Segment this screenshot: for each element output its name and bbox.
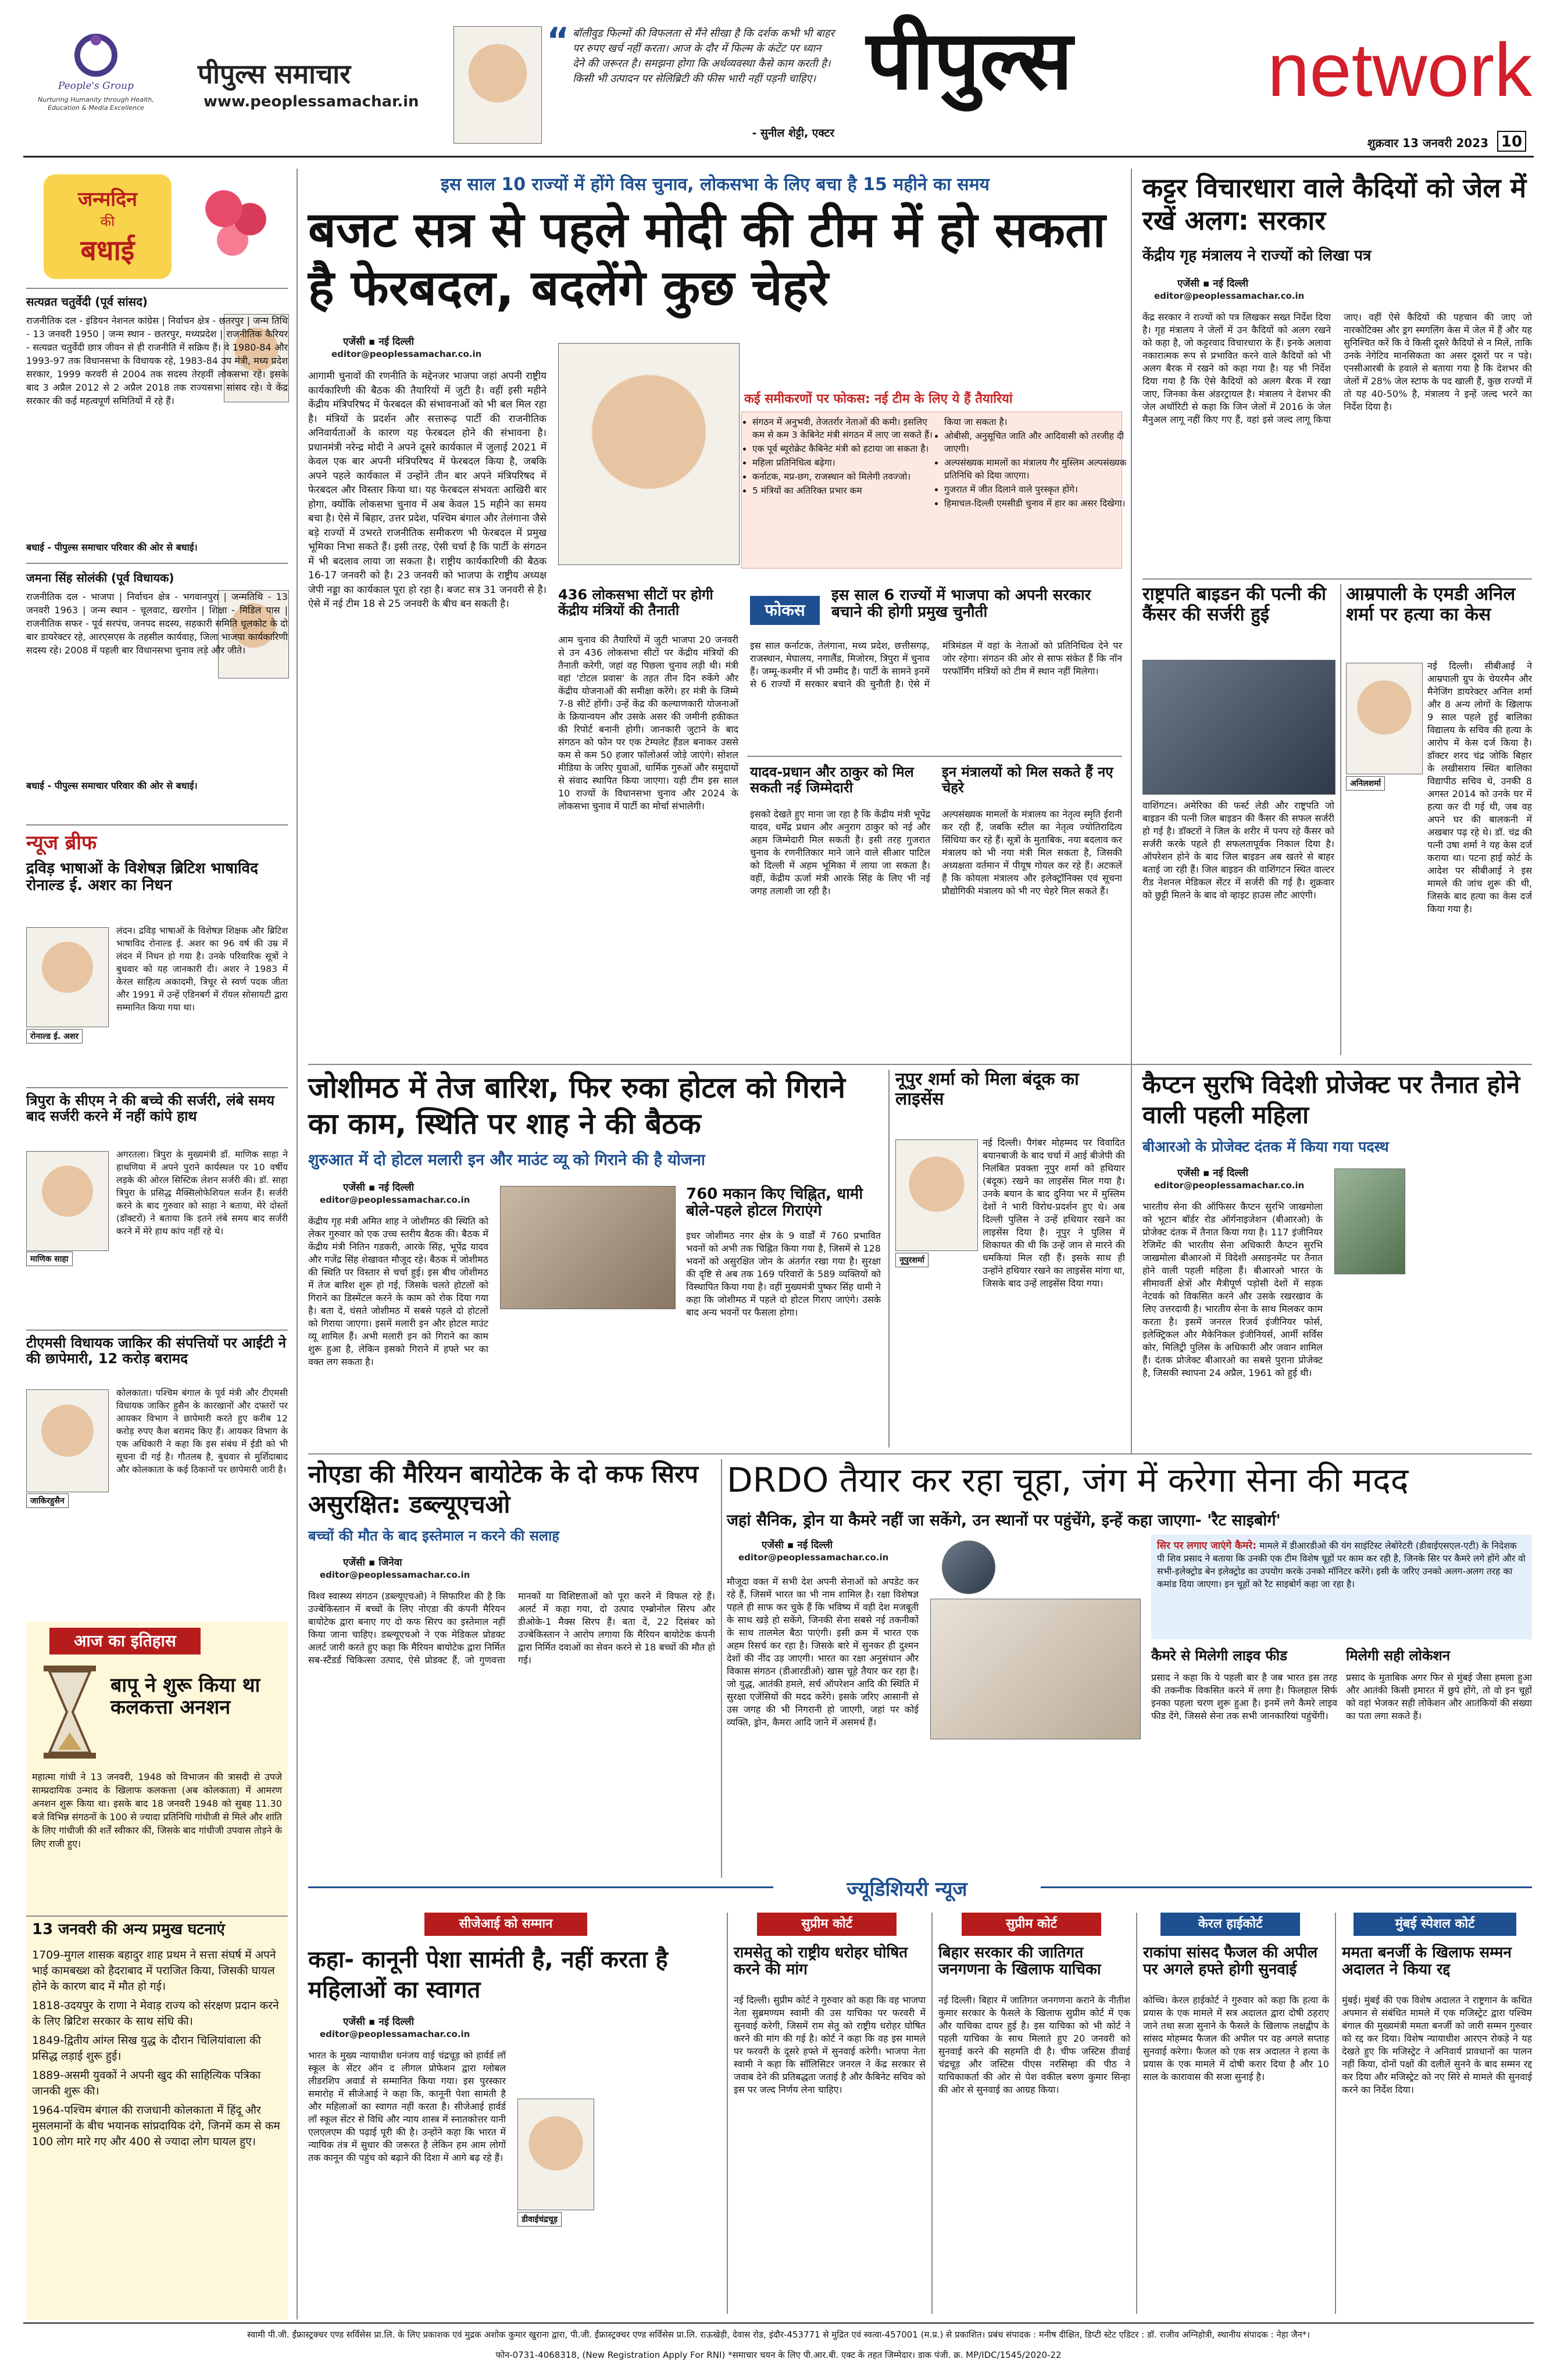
website-url[interactable]: www.peoplessamachar.in: [203, 93, 419, 110]
cji-headline: कहा- कानूनी पेशा सामंती है, नहीं करता है महिलाओं का स्वागत: [308, 1946, 668, 2003]
birthday-person1-body: राजनीतिक दल - इंडियन नेशनल कांग्रेस | निर्वाचन क्षेत्र - छतरपुर | जन्म तिथि - 13 जनवरी 1950 | जन्म स्थान - छतरपुर, मध्यप्रदेश | राजनीतिक कैरियर - सत्यव्रत चतुर्वेदी छात्र जीवन से ही राजनीति में सक्रिय हैं। वे 1980-84 और 1993-97 तक विधानसभा के विधायक रहे, 1983-84 उप मंत्री, मध्य प्रदेश सरकार, 1999 करवरी से 2004 तक सदस्य तेरहवीं लोकसभा रहे। इसके बाद 3 अप्रैल 2012 से 2 अप्रैल 2018 तक राज्यसभा सांसद रहे। वे केंद्र सरकार की कई महत्वपूर्ण समितियों में रहे हैं।: [26, 315, 288, 406]
rat-hand-photo: [930, 1599, 1141, 1739]
factor-item: • कर्नाटक, मप्र-छग, राजस्थान को मिलेगी तवज्जो।: [752, 470, 938, 483]
lead-sub2-headline: यादव-प्रधान और ठाकुर को मिल सकती नई जिम्मेदारी: [750, 764, 914, 796]
brief2-caption: माणिक साहा: [26, 1252, 73, 1266]
biden-photo: [1142, 660, 1335, 795]
judiciary-kerala: [1143, 1913, 1329, 2314]
brief3-headline: टीएमसी विधायक जाकिर की संपत्तियों पर आईटी ने की छापेमारी, 12 करोड़ बरामद: [26, 1335, 287, 1367]
factor-item: • महिला प्रतिनिधित्व बढ़ेगा।: [752, 456, 938, 469]
biden-headline: राष्ट्रपति बाइडन की पत्नी की कैंसर की सर्जरी हुई: [1142, 584, 1327, 625]
factor-item: • अल्पसंख्यक मामलों का मंत्रालय गैर मुस्लिम अल्पसंख्यक प्रतिनिधि को दिया जाएगा।: [944, 456, 1130, 482]
history-events-headline: 13 जनवरी की अन्य प्रमुख घटनाएं: [32, 1921, 225, 1938]
prisoners-byline: एजेंसी ▪ नई दिल्ली: [1177, 278, 1248, 290]
judiciary-sc1: [734, 1913, 926, 2314]
quote-author-photo: [453, 26, 542, 144]
judiciary-sc2: [938, 1913, 1130, 2314]
network-prefix: पीपुल्स: [866, 13, 1073, 108]
focus-body: इस साल कर्नाटक, तेलंगाना, मध्य प्रदेश, छत्तीसगढ़, राजस्थान, मेघालय, नगालैंड, मिजोरम, त्रिपुरा में चुनाव हैं। जम्मू-कश्मीर में भी उम्मीद है। पार्टी के सामने इनमें से 6 राज्यों में सरकार बचाने की चुनौती है। ऐसे में मंत्रिमंडल में वहां के नेताओं को प्रतिनिधित्व देने पर जोर रहेगा। संगठन की ओर से साफ संकेत हैं कि नॉन परफॉर्मिंग मंत्रियों को टीम में स्थान नहीं मिलेगा।: [750, 640, 1122, 689]
focus-tag: फोकस: [750, 596, 820, 625]
history-event: 1709-मुगल शासक बहादुर शाह प्रथम ने सत्ता संघर्ष में अपने भाई कामबख्श को हैदराबाद में पराजित किया, जिसकी घायल होने के कारण बाद में मौत हो गई।: [32, 1949, 276, 1993]
joshimath-byline: एजेंसी ▪ नई दिल्ली: [343, 1182, 414, 1193]
network-suffix: network: [1267, 27, 1533, 112]
cji-tag: सीजेआई को सम्मान: [424, 1913, 587, 1936]
captain-body: भारतीय सेना की ऑफिसर कैप्टन सुरभि जाखमोला को भूटान बॉर्डर रोड ऑर्गनाइजेशन (बीआरओ) के प्रोजेक्ट दंतक में तैनात किया गया है। 117 इंजीनियर रेजिमेंट की भारतीय सेना अधिकारी कैप्टन सुरभि जाखमोला बीआरओ में विदेशी असाइनमेंट पर तैनात होने वाली पहली महिला हैं। बीआरओ भारत के सीमावर्ती क्षेत्रों और मैत्रीपूर्ण पड़ोसी देशों में सड़क नेटवर्क को विकसित करने और उसके रखरखाव के लिए उत्तरदायी है। भारतीय सेना के साथ मिलकर काम करता है। इसमें जनरल रिजर्व इंजीनियर फोर्स, इलेक्ट्रिकल और मैकेनिकल इंजीनियर्स, आर्मी सर्विस कोर, मिलिट्री पुलिस के अधिकारी और जवान शामिल हैं। दंतक प्रोजेक्ट बीआरओ का सबसे पुराना प्रोजेक्ट है, जिसकी स्थापना 24 अप्रैल, 1961 को हुई थी।: [1142, 1201, 1323, 1378]
history-event: 1889-असमी युवकों ने अपनी खुद की साहित्यिक पत्रिका जानकी शुरू की।: [32, 2069, 261, 2097]
brief2-headline: त्रिपुरा के सीएम ने की बच्चे की सर्जरी, लंबे समय बाद सर्जरी करने में नहीं कांपे हाथ: [26, 1092, 275, 1124]
history-event: 1964-पश्चिम बंगाल की राजधानी कोलकाता में हिंदू और मुसलमानों के बीच भयानक सांप्रदायिक दंगे, जिनमें कम से कम 100 लोग मारे गए और 400 से ज्यादा लोग घायल हुए।: [32, 2104, 280, 2148]
factor-item: • 5 मंत्रियों का अतिरिक्त प्रभार कम: [752, 484, 938, 497]
quote-text: बॉलीवुड फिल्मों की विफलता से मैंने सीखा है कि दर्शक कभी भी बाहर पर रुपए खर्च नहीं करता। आज के दौर में फिल्म के कंटेंट पर ध्यान देने की जरूरत है। समझना होगा कि अर्थव्यवस्था कैसे काम करती है। किसी भी उत्पादन पर सेलिब्रिटी की फीस भारी नहीं पड़नी चाहिए।: [573, 27, 834, 85]
sc2-headline: बिहार सरकार की जातिगत जनगणना के खिलाफ याचिका: [938, 1944, 1101, 1979]
captain-email[interactable]: editor@peoplessamachar.co.in: [1154, 1180, 1305, 1191]
cji-body-cont: [599, 2049, 721, 2305]
drdo-headline: DRDO तैयार कर रहा चूहा, जंग में करेगा सेना की मदद: [727, 1460, 1409, 1500]
birthday-banner: [44, 174, 172, 279]
page-number: 10: [1497, 131, 1526, 152]
noida-sub: बच्चों की मौत के बाद इस्तेमाल न करने की सलाह: [308, 1528, 560, 1544]
captain-headline: कैप्टन सुरभि विदेशी प्रोजेक्ट पर तैनात होने वाली पहली महिला: [1142, 1070, 1520, 1129]
cji-byline: एजेंसी ▪ नई दिल्ली: [343, 2016, 414, 2028]
history-section: [26, 1622, 288, 2320]
lead-sub3-body: अल्पसंख्यक मामलों के मंत्रालय का नेतृत्व स्मृति ईरानी कर रही हैं, जबकि स्टील का नेतृत्व ज्योतिरादित्य सिंधिया कर रहे हैं। सूत्रों के मुताबिक, नया बदलाव कर मंत्रालय को भी नया मंत्री मिल सकता है, जिसकी अध्यक्षता वर्तमान में पीयूष गोयल कर रहे हैं। अटकलें हैं कि कोयला मंत्रालय और इलेक्ट्रॉनिक्स एवं सूचना प्रौद्योगिकी मंत्रालय को भी नए चेहरे मिल सकते हैं।: [942, 809, 1122, 896]
factors-box: [741, 412, 1127, 569]
captain-story: [1142, 1070, 1532, 1448]
lead-kicker: इस साल 10 राज्यों में होंगे विस चुनाव, लोकसभा के लिए बचा है 15 महीने का समय: [441, 174, 990, 195]
joshimath-story: [308, 1070, 881, 1448]
judiciary-cji: [308, 1913, 721, 2314]
joshimath-sub2-headline: 760 मकान किए चिह्नित, धामी बोले-पहले होटल गिराएंगे: [686, 1185, 863, 1220]
quote-mark-icon: “: [547, 20, 570, 61]
brief2-photo: [26, 1151, 109, 1251]
group-name: People's Group: [58, 80, 134, 92]
history-event: 1849-द्वितीय आंग्ल सिख युद्ध के दौरान चिलियांवाला की प्रसिद्ध लड़ाई शुरू हुई।: [32, 2034, 261, 2063]
history-headline: बापू ने शुरू किया था कलकत्ता अनशन: [110, 1674, 260, 1720]
nupur-body: नई दिल्ली। पैगंबर मोहम्मद पर विवादित बयानबाजी के बाद चर्चा में आई बीजेपी की निलंबित प्रवक्ता नूपुर शर्मा को हथियार (बंदूक) रखने का लाइसेंस मिल गया है। उनके बयान के बाद दुनिया भर में मुस्लिम देशों ने भारी विरोध-प्रदर्शन हुए थे। अब दिल्ली पुलिस ने उन्हें हथियार रखने का लाइसेंस दिया है। नूपुर ने पुलिस में शिकायत की थी कि उन्हें जान से मारने की धमकियां मिल रही हैं। इसके साथ ही उन्होंने हथियार रखने का लाइसेंस मांगा था, जिसके बाद उन्हें लाइसेंस दिया गया।: [983, 1137, 1125, 1289]
joshimath-email[interactable]: editor@peoplessamachar.co.in: [320, 1195, 470, 1205]
factor-item: • गुजरात में जीत दिलाने वाले पुरस्कृत होंगे।: [944, 483, 1130, 496]
birthday-person2-wish: बधाई - पीपुल्स समाचार परिवार की ओर से बधाई।: [26, 780, 198, 791]
prisoners-story: [1142, 171, 1532, 578]
captain-sub: बीआरओ के प्रोजेक्ट दंतक में किया गया पदस्थ: [1142, 1138, 1389, 1155]
factor-item: • एक पूर्व ब्यूरोक्रेट कैबिनेट मंत्री को हटाया जा सकता है।: [752, 442, 938, 455]
captain-byline: एजेंसी ▪ नई दिल्ली: [1177, 1167, 1248, 1179]
brief2-body: अगरतला। त्रिपुरा के मुख्यमंत्री डॉ. माणिक साहा ने हाथणिया में अपने पुराने कार्यस्थल पर 10 वर्षीय लड़के की ओरल सिस्टिक लेशन सर्जरी की। डॉ. साहा त्रिपुरा के प्रसिद्ध मैक्सिलोफेशियल सर्जन हैं। सर्जरी करने के बाद गुरुवार को साहा ने बताया, मेरे दोस्तों (डॉक्टरों) ने बताया कि इतने लंबे समय बाद सर्जरी करने में मेरे हाथ कांप नहीं रहे थे।: [116, 1149, 288, 1237]
brief3-photo: [26, 1389, 109, 1492]
factors-right-list: [934, 416, 1130, 511]
birthday-banner-bottom: बधाई: [80, 234, 135, 267]
joshimath-body-cont: [500, 1314, 674, 1442]
noida-email[interactable]: editor@peoplessamachar.co.in: [320, 1570, 470, 1580]
flower-icon: [189, 177, 276, 282]
joshimath-headline: जोशीमठ में तेज बारिश, फिर रुका होटल को गिराने का काम, स्थिति पर शाह ने की बैठक: [308, 1071, 846, 1141]
amrapali-body: नई दिल्ली। सीबीआई ने आम्रपाली ग्रुप के चेयरमैन और मैनेजिंग डायरेक्टर अनिल शर्मा और 8 अन्य लोगों के खिलाफ 9 साल पहले हुई बालिका विद्यालय के सचिव की हत्या के आरोप में केस दर्ज किया है। डॉक्टर शरद चंद्र जोकि बिहार के लखीसराय स्थित बालिका विद्यापीठ सचिव थे, उनकी 8 अगस्त 2014 को उनके घर में हत्या कर दी गई थी, जब वह अपने घर की बालकनी में अखबार पढ़ रहे थे। डॉ. चंद्र की पत्नी उषा शर्मा ने यह केस दर्ज कराया था। पटना हाई कोर्ट के आदेश पर सीबीआई ने इस मामले की जांच शुरू की थी, जिसके बाद हत्या का केस दर्ज किया गया है।: [1427, 660, 1532, 914]
captain-photo: [1334, 1168, 1405, 1274]
joshimath-body: केंद्रीय गृह मंत्री अमित शाह ने जोशीमठ की स्थिति को लेकर गुरुवार को एक उच्च स्तरीय बैठक की। बैठक में केंद्रीय मंत्री नितिन गडकरी, आरके सिंह, भूपेंद्र यादव और गजेंद्र सिंह शेखावत मौजूद रहे। बैठक में जोशीमठ की स्थिति पर विस्तार से चर्चा हुई। इस बीच जोशीमठ में तेज बारिश शुरू हो गई, जिसके चलते होटलों को गिराने का डिस्मेंटल करने के काम को रोक दिया गया है। बता दें, धंसते जोशीमठ में सबसे पहले दो होटलों को गिराया जाएगा। इसमें मलारी इन और होटल माउंट व्यू शामिल हैं। अभी मलारी इन को गिराने का काम शुरू हुआ है, लेकिन इसको गिराने में हफ्ते भर का वक्त लग सकता है।: [308, 1216, 488, 1367]
drdo-box2-body: प्रसाद ने कहा कि ये पहली बार है जब भारत इस तरह की तकनीक विकसित करने में लगा है। फिलहाल सिर्फ इनका पहला चरण शुरू हुआ है। इनमें लगे कैमरे लाइव फीड देंगे, जिससे सेना तक सभी जानकारियां पहुंचेंगी।: [1151, 1672, 1337, 1721]
lead-email[interactable]: editor@peoplessamachar.co.in: [331, 349, 482, 359]
judiciary-banner: ज्यूडिशियरी न्यूज: [773, 1875, 1041, 1904]
drdo-sub: जहां सैनिक, ड्रोन या कैमरे नहीं जा सकेंगे, उन स्थानों पर पहुंचेंगे, इन्हें कहा जाएगा- 'रैट साइबोर्ग': [727, 1511, 1281, 1530]
nupur-story: [895, 1070, 1125, 1448]
birthday-section: [26, 169, 288, 820]
factors-title: कई समीकरणों पर फोकस: नई टीम के लिए ये हैं तैयारियां: [744, 392, 1013, 406]
prisoners-email[interactable]: editor@peoplessamachar.co.in: [1154, 291, 1305, 301]
paper-name: पीपुल्स समाचार: [198, 58, 351, 90]
sc2-body: नई दिल्ली। बिहार में जातिगत जनगणना कराने के नीतीश कुमार सरकार के फैसले के खिलाफ सुप्रीम कोर्ट में एक और याचिका दायर हुई है। इस याचिका को भी कोर्ट ने पहली याचिका के साथ मिलाते हुए 20 जनवरी को सुनवाई करने की सहमति दी है। चीफ जस्टिस डीवाई चंद्रचूड़ और जस्टिस पीएस नरसिम्हा की पीठ ने याचिकाकर्ता की ओर से पेश वकील बरुण कुमार सिन्हा की ओर से सुनवाई का आग्रह किया।: [938, 1995, 1130, 2095]
lead-headline: बजट सत्र से पहले मोदी की टीम में हो सकता है फेरबदल, बदलेंगे कुछ चेहरे: [308, 201, 1106, 316]
drdo-logo-photo: [942, 1541, 995, 1594]
brief3-body: कोलकाता। पश्चिम बंगाल के पूर्व मंत्री और टीएमसी विधायक जाकिर हुसैन के कारखानों और दफ्तरों पर आयकर विभाग ने छापेमारी करते हुए करीब 12 करोड़ रुपए कैश बरामद किए हैं। आयकर विभाग के एक अधिकारी ने कहा कि इस संबंध में ईडी को भी सूचना दी गई है। गौतलब है, बुधवार से मुर्शिदाबाद और कोलकाता के कई ठिकानों पर छापेमारी जारी है।: [116, 1388, 288, 1475]
prisoners-headline: कट्टर विचारधारा वाले कैदियों को जेल में रखें अलग: सरकार: [1142, 172, 1527, 236]
brief1-body: लंदन। द्रविड़ भाषाओं के विशेषज्ञ शिक्षक और ब्रिटिश भाषाविद रोनाल्ड ई. अशर का 96 वर्ष की उम्र में लंदन में निधन हो गया है। उनके परिवारिक सूत्रों ने बुधवार को यह जानकारी दी। अशर ने 1983 में केरल साहित्य अकादमी, त्रिचूर से स्वर्ण पदक जीता और 1991 में उन्हें एडिनबर्ग में रॉयल सोसायटी द्वारा सम्मानित किया गया था।: [116, 925, 288, 1013]
cji-email[interactable]: editor@peoplessamachar.co.in: [320, 2029, 470, 2039]
news-brief-section: [26, 828, 288, 1602]
drdo-byline: एजेंसी ▪ नई दिल्ली: [762, 1539, 833, 1551]
joshimath-sub: शुरुआत में दो होटल मलारी इन और माउंट व्यू को गिराने की है योजना: [308, 1151, 705, 1169]
birthday-person1-name: सत्यव्रत चतुर्वेदी (पूर्व सांसद): [26, 295, 148, 309]
kerala-body: कोच्चि। केरल हाईकोर्ट ने गुरुवार को कहा कि हत्या के प्रयास के एक मामले में सत्र अदालत द्वारा दोषी ठहराए जाने तथा सजा सुनाने के फैसले के खिलाफ लक्षद्वीप के सांसद मोहम्मद फैजल की अपील पर वह अगले सप्ताह सुनवाई करेगा। फैजल को एक सत्र अदालत ने हत्या के प्रयास के एक मामले में दोषी करार दिया है और 10 साल के कारावास की सजा सुनाई है।: [1143, 1995, 1329, 2082]
history-events-list: [32, 1947, 282, 2150]
judiciary-mumbai: [1342, 1913, 1532, 2314]
history-title: आज का इतिहास: [49, 1628, 201, 1654]
lead-byline: एजेंसी ▪ नई दिल्ली: [343, 336, 414, 348]
drdo-body: मौजूदा वक्त में सभी देश अपनी सेनाओं को अपडेट कर रहे हैं, जिसमें भारत का भी नाम शामिल है। रक्षा विशेषज्ञ पहले ही साफ कर चुके हैं कि भविष्य में वही देश मजबूती के साथ खड़े हो सकेंगे, जिनकी सेना सबसे नई तकनीकों के साथ तालमेल बैठा पाएंगी। इसी क्रम में भारत एक अहम रिसर्च कर रहा है। जिसके बारे में सुनकर ही दुश्मन देशों की नींद उड़ जाएगी। भारत का रक्षा अनुसंधान और विकास संगठन (डीआरडीओ) खास चूहे तैयार कर रहा है। जो युद्ध, आतंकी हमले, सर्च ऑपरेशन आदि की स्थिति में सुरक्षा एजेंसियों की मदद करेंगे। इसके जरिए आसानी से उस जगह की भी निगरानी हो जाएगी, जहां पर कोई व्यक्ति, ड्रोन, कैमरा आदि जाने में असमर्थ हैं।: [727, 1576, 919, 1728]
factors-left-list: [742, 416, 938, 498]
biden-story: [1142, 584, 1334, 1061]
lead-sub1-body: आम चुनाव की तैयारियों में जुटी भाजपा 20 जनवरी से उन 436 लोकसभा सीटों पर केंद्रीय मंत्रियों की तैनाती करेगी, जहां वह पिछला चुनाव लड़ी थी। मंत्री वहां 'टोटल प्रवास' के तहत तीन दिन रुकेंगे और केंद्रीय योजनाओं की समीक्षा करेंगे। हर मंत्री के जिम्मे 7-8 सीटें होंगी। उन्हें केंद्र की कल्याणकारी योजनाओं के क्रियान्वयन और उसके असर की जमीनी हकीकत की रिपोर्ट बनानी होगी। जानकारी जुटाने के बाद संगठन को फोन पर एक टेम्पलेट हैंडल बनाकर उससे कम से कम 50 हजार फॉलोअर्स जोड़े जाएंगे। सोशल मीडिया के जरिए युवाओं, धार्मिक गुरुओं और समुदायों से संवाद स्थापित किया जाएगा। यही टीम इस साल 10 राज्यों के विधानसभा चुनाव और 2024 के लोकसभा चुनाव में पार्टी का मोर्चा संभालेगी।: [558, 634, 738, 812]
sc2-tag: सुप्रीम कोर्ट: [962, 1913, 1101, 1936]
modi-photo: [558, 343, 740, 565]
lead-story: [308, 169, 1127, 1064]
factor-item: किया जा सकता है।: [944, 417, 1008, 427]
footer-imprint: स्वामी पी.जी. ईंफ्रास्ट्रक्चर एण्ड सर्विसेस प्रा.लि. के लिए प्रकाशक एवं मुद्रक अशोक कुमार खुराना द्वारा, पी.जी. ईंफ्रास्ट्रक्चर एण्ड सर्विसेस प्रा.लि. राऊखेड़ी, देवास रोड, इंदौर-453771 से मुद्रित एवं स्वत्वा-457001 (म.प्र.) से प्रकाशित। प्रबंध संपादक : मनीष दीक्षित, डिप्टी स्टेट एडिटर : डॉ. राजीव अग्निहोत्री, स्थानीय संपादक : नेहा जैन*।: [247, 2329, 1310, 2340]
birthday-person1-wish: बधाई - पीपुल्स समाचार परिवार की ओर से बधाई।: [26, 542, 198, 553]
peoples-group-logo: [70, 32, 122, 78]
cji-caption: डीवाईचंद्रचूड़: [517, 2212, 562, 2227]
group-tagline: Nurturing Humanity through Health, Education & Media Excellence: [38, 96, 154, 112]
brief1-photo: [26, 927, 109, 1027]
mumbai-tag: मुंबई स्पेशल कोर्ट: [1354, 1913, 1516, 1936]
factor-item: • हिमाचल-दिल्ली एमसीडी चुनाव में हार का असर दिखेगा।: [944, 497, 1130, 510]
factor-item: • ओबीसी, अनुसूचित जाति और आदिवासी को तरजीह दी जाएगी।: [944, 430, 1130, 455]
joshimath-sub2-body: इधर जोशीमठ नगर क्षेत्र के 9 वार्डों में 760 प्रभावित भवनों को अभी तक चिह्नित किया गया है, जिसमें से 128 भवनों को असुरक्षित जोन के अंतर्गत रखा गया है। सुरक्षा की दृष्टि से अब तक 169 परिवारों के 589 व्यक्तियों को विस्थापित किया गया है। वहीं मुख्यमंत्री पुष्कर सिंह धामी ने कहा कि जोशीमठ में पहले दो होटल गिराए जाएंगे। उसके बाद अन्य भवनों पर फैसला होगा।: [686, 1230, 881, 1318]
drdo-box1: [1151, 1535, 1532, 1639]
drdo-box1-body: मामले में डीआरडीओ की यंग साइंटिस्ट लेबोरेटरी (डीवाईएसएल-एटी) के निदेशक पी शिव प्रसाद ने बताया कि उनकी एक टीम विशेष चूहों पर काम कर रही है, जिनके सिर पर कैमरे लगे होंगे और वो सभी-इलेक्ट्रोड बेन इलेक्ट्रोड का उपयोग करके उनको मॉनिटर करेंगे। इसी के जरिए उनको अलग-अलग तरह का कमांड दिया जाएगा। इन चूहों को रैट साइबोर्ग कहा जा रहा है।: [1157, 1541, 1526, 1589]
drdo-email[interactable]: editor@peoplessamachar.co.in: [738, 1552, 889, 1563]
cji-photo: [517, 2099, 594, 2210]
birthday-banner-top: जन्मदिन: [77, 188, 138, 211]
amrapali-story: [1346, 584, 1532, 1061]
lead-body: आगामी चुनावों की रणनीति के मद्देनजर भाजपा जहां अपनी राष्ट्रीय कार्यकारिणी की बैठक की तैयारियों में जुटी है। वहीं इसी महीने केंद्रीय मंत्रिपरिषद में फेरबदल की संभावनाओं को भी बल मिल रहा है। मंत्रियों के प्रदर्शन और सत्तारूढ़ पार्टी की राजनीतिक अनिवार्यताओं के कारण यह फेरबदल होने की संभावना है। प्रधानमंत्री नरेन्द्र मोदी ने अपने दूसरे कार्यकाल में जुलाई 2021 में केवल एक बार अपनी मंत्रिपरिषद में फेरबदल किया है, जबकि अपने पहले कार्यकाल में उन्होंने तीन बार अपने मंत्रिपरिषद में फेरबदल और विस्तार किया था। यह फेरबदल संभवतः आखिरी बार होगा, क्योंकि लोकसभा चुनाव में अब केवल 15 महीने का समय बचा है। ऐसे में बिहार, उत्तर प्रदेश, पश्चिम बंगाल और तेलंगाना जैसे बड़े राज्यों में उभरते राजनीतिक समीकरण भी फेरबदल में प्रमुख भूमिका निभा सकते हैं। इसी तरह, ऐसी चर्चा है कि पार्टी के संगठन में भी बदलाव लाया जा सकता है। राष्ट्रीय कार्यकारिणी की बैठक 16-17 जनवरी को है। 23 जनवरी को भाजपा के राष्ट्रीय अध्यक्ष जेपी नड्डा का कार्यकाल पूरा हो रहा है। बजट सत्र 31 जनवरी से है। ऐसे में नई टीम 18 से 25 जनवरी के बीच बन सकती है।: [308, 370, 547, 610]
drdo-box3-body: प्रसाद के मुताबिक अगर फिर से मुंबई जैसा हमला हुआ और आतंकी किसी इमारत में छुपे होंगे, तो वो इन चूहों को वहां भेजकर सही लोकेशन और आतंकियों की संख्या का पता लगा सकते हैं।: [1346, 1672, 1532, 1721]
brief3-caption: जाकिरहुसैन: [26, 1493, 69, 1508]
drdo-body-cont: [930, 1744, 1140, 1866]
footer-line2: फोन-0731-4068318, (New Registration Apply For RNI) *समाचार चयन के लिए पी.आर.बी. एक्ट के तहत जिम्मेदार। डाक पंजी. क्र. MP/IDC/1545/2020-22: [495, 2350, 1062, 2360]
brief1-caption: रोनाल्ड ई. अशर: [26, 1029, 83, 1044]
birthday-banner-sub: की: [100, 213, 115, 230]
noida-story: [308, 1459, 715, 1878]
sc1-headline: रामसेतु को राष्ट्रीय धरोहर घोषित करने की मांग: [734, 1944, 908, 1979]
noida-headline: नोएडा की मैरियन बायोटेक के दो कफ सिरप असुरक्षित: डब्ल्यूएचओ: [308, 1460, 698, 1518]
noida-body: विश्व स्वास्थ्य संगठन (डब्ल्यूएचओ) ने सिफारिश की है कि उज्बेकिस्तान में बच्चों के लिए नोएडा की कंपनी मैरियन बायोटेक द्वारा बनाए गए दो कफ सिरप का इस्तेमाल नहीं किया जाना चाहिए। डब्ल्यूएचओ ने एक मेडिकल प्रोडक्ट अलर्ट जारी करते हुए कहा कि मैरियन बायोटेक द्वारा निर्मित सब-स्टैंडर्ड चिकित्सा उत्पाद, ऐसे प्रोडक्ट हैं, जो गुणवत्ता मानकों या विशिष्टताओं को पूरा करने में विफल रहे हैं। अलर्ट में कहा गया, दो उत्पाद एम्ब्रोनोल सिरप और डीओके-1 मैक्स सिरप हैं। बता दें, 22 दिसंबर को उज्बेकिस्तान ने आरोप लगाया कि मैरियन बायोटेक कंपनी द्वारा निर्मित दवाओं का सेवन करने से 18 बच्चों की मौत हो गई।: [308, 1591, 715, 1666]
biden-body: वाशिंगटन। अमेरिका की फर्स्ट लेडी और राष्ट्रपति जो बाइडन की पत्नी जिल बाइडन की कैंसर की सफल सर्जरी हो गई है। डॉक्टरों ने जिल के शरीर में पनप रहे कैंसर को सर्जरी करके पहले ही सफलतापूर्वक निकाल दिया है। ऑपरेशन होने के बाद जिल बाइडन अब खतरे से बाहर बताई जा रही हैं। जिल बाइडन की वाशिंगटन स्थित वाल्टर रीड नेशनल मेडिकल सेंटर में सर्जरी की गई है। शुक्रवार को छुट्टी मिलने के बाद वो व्हाइट हाउस लौट आएंगी।: [1142, 800, 1334, 900]
amit-shah-photo: [500, 1186, 676, 1309]
lead-sub2-body: इसको देखते हुए माना जा रहा है कि केंद्रीय मंत्री भूपेंद्र यादव, धर्मेंद्र प्रधान और अनुराग ठाकुर को नई और अहम जिम्मेदारी मिल सकती है। इसी तरह गुजरात चुनाव के रणनीतिकार माने जाने वाले सीआर पाटिल को दिल्ली में अहम भूमिका में लाया जा सकता है। वहीं, केंद्रीय ऊर्जा मंत्री आरके सिंह के लिए भी नई जगह तलाशी जा रही है।: [750, 809, 930, 896]
brief1-headline: द्रविड़ भाषाओं के विशेषज्ञ ब्रिटिश भाषाविद रोनाल्ड ई. अशर का निधन: [26, 860, 258, 895]
birthday-person2-body: राजनीतिक दल - भाजपा | निर्वाचन क्षेत्र - भगवानपुरा | जन्मतिथि - 13 जनवरी 1963 | जन्म स्थान - चूलवाट, खरगोन | शिक्षा - मिडिल पास | राजनीतिक सफर - पूर्व सरपंच, जनपद सदस्य, सहकारी समिति धूलकोट के दो बार डायरेक्टर रहे, आरएसएस के तहसील कार्यवाह, जिला भाजपा कार्यकारिणी सदस्य रहे। 2008 में पहली बार विधानसभा चुनाव लड़े और जीते।: [26, 591, 288, 656]
hourglass-icon: [38, 1663, 102, 1761]
history-body: महात्मा गांधी ने 13 जनवरी, 1948 को विभाजन की त्रासदी से उपजे साम्प्रदायिक उन्माद के खिलाफ कलकत्ता (अब कोलकाता) में आमरण अनशन शुरू किया था। इसके बाद 18 जनवरी 1948 को सुबह 11.30 बजे विभिन्न संगठनों के 100 से ज्यादा प्रतिनिधि गांधीजी से मिले और शांति के लिए गांधीजी की शर्तें स्वीकार कीं, जिसके बाद गांधीजी उपवास तोड़ने के लिए राजी हुए।: [32, 1771, 282, 1849]
lead-sub3-headline: इन मंत्रालयों को मिल सकते हैं नए चेहरे: [942, 764, 1113, 796]
news-brief-title: न्यूज ब्रीफ: [26, 831, 97, 855]
quote-author: - सुनील शेट्टी, एक्टर: [752, 127, 834, 140]
lead-sub1-headline: 436 लोकसभा सीटों पर होगी केंद्रीय मंत्रियों की तैनाती: [558, 587, 713, 619]
kerala-headline: राकांपा सांसद फैजल की अपील पर अगले हफ्ते होगी सुनवाई: [1143, 1944, 1318, 1979]
drdo-story: [727, 1459, 1532, 1878]
masthead: [0, 0, 1557, 160]
nupur-headline: नूपुर शर्मा को मिला बंदूक का लाइसेंस: [895, 1069, 1079, 1109]
prisoners-sub: केंद्रीय गृह मंत्रालय ने राज्यों को लिखा पत्र: [1142, 247, 1372, 265]
masthead-rule: [23, 156, 1534, 158]
issue-date: शुक्रवार 13 जनवरी 2023: [1367, 136, 1488, 150]
focus-headline: इस साल 6 राज्यों में भाजपा को अपनी सरकार बचाने की होगी प्रमुख चुनौती: [831, 587, 1091, 621]
drdo-box2-head: कैमरे से मिलेगी लाइव फीड: [1151, 1648, 1287, 1664]
cji-body: भारत के मुख्य न्यायाधीश धनंजय वाई चंद्रचूड़ को हार्वर्ड लॉ स्कूल के सेंटर ऑन द लीगल प्रोफेशन द्वारा ग्लोबल लीडरशिप अवार्ड से सम्मानित किया गया। इस पुरस्कार समारोह में सीजेआई ने कहा कि, कानूनी पेशा सामंती है और महिलाओं का स्वागत नहीं करता है। सीजेआई हार्वर्ड लॉ स्कूल सेंटर से विधि और न्याय शास्त्र में स्नातकोत्तर यानी एलएलएम की पढ़ाई पूरी की है। उन्होंने कहा कि भारत में न्यायिक तंत्र में सुधार की जरूरत है लेकिन हम आम लोगों तक कानून की पहुंच को बढ़ाने की दिशा में आगे बढ़ रहे हैं।: [308, 2050, 506, 2163]
kerala-tag: केरल हाईकोर्ट: [1160, 1913, 1300, 1936]
drdo-box3-head: मिलेगी सही लोकेशन: [1346, 1648, 1451, 1664]
amrapali-headline: आम्रपाली के एमडी अनिल शर्मा पर हत्या का केस: [1346, 584, 1516, 625]
history-event: 1818-उदयपुर के राणा ने मेवाड़ राज्य को संरक्षण प्रदान करने के लिए ब्रिटिश सरकार के साथ संधि की।: [32, 1999, 279, 2028]
factor-item: • संगठन में अनुभवी, तेजतर्रार नेताओं की कमी। इसलिए कम से कम 3 केबिनेट मंत्री संगठन में लाए जा सकते हैं।: [752, 416, 938, 441]
mumbai-body: मुंबई। मुंबई की एक विशेष अदालत ने राष्ट्रगान के कथित अपमान से संबंधित मामले में एक मजिस्ट्रेट द्वारा पश्चिम बंगाल की मुख्यमंत्री ममता बनर्जी को जारी सम्मन गुरुवार को रद्द कर दिया। विशेष न्यायाधीश आरएन रोकड़े ने यह देखते हुए कि मजिस्ट्रेट ने अनिवार्य प्रावधानों का पालन नहीं किया, दोनों पक्षों की दलीलें सुनने के बाद सम्मन रद्द कर दिया और मजिस्ट्रेट को नए सिरे से मामले की सुनवाई करने का निर्देश दिया।: [1342, 1995, 1532, 2095]
drdo-box1-head: सिर पर लगाए जाएंगे कैमरे:: [1157, 1540, 1256, 1552]
sc1-tag: सुप्रीम कोर्ट: [757, 1913, 897, 1936]
birthday-person2-name: जमना सिंह सोलंकी (पूर्व विधायक): [26, 571, 174, 585]
mumbai-headline: ममता बनर्जी के खिलाफ सम्मन अदालत ने किया रद्द: [1342, 1944, 1512, 1979]
captain-body-cont: [1410, 1168, 1532, 1442]
prisoners-body: केंद्र सरकार ने राज्यों को पत्र लिखकर सख्त निर्देश दिया है। गृह मंत्रालय ने जेलों में उन कैदियों को अलग रखने को कहा है, जो कट्टरवाद विचारधारा के हैं। इनके अलावा नकारात्मक रूप से प्रभावित करने वाले कैदियों को भी अलग बैरक में रखने को कहा गया है। यह भी निर्देश दिया गया है कि ऐसे कैदियों को अलग बैरक में रखा जाए, जिनका केस अंडरट्रायल है। मंत्रालय ने देशभर की जेल अथॉरिटी से कहा कि जिन जेलों में 2016 के जेल मैनुअल लागू नहीं किए गए हैं, वहां इसे जल्द लागू किया जाए। वहीं ऐसे कैदियों की पहचान की जाए जो नारकोटिक्स और ड्रग स्मगलिंग केस में जेल में हैं और यह सुनिश्चित करें कि वे किसी दूसरे कैदियों से न मिलें, ताकि उनके नेगेटिव मानसिकता का असर दूसरों पर न पड़े। एनसीआरबी के हवाले से बताया गया है कि देशभर की जेलों में 28% जेल स्टाफ के पद खाली हैं, कुछ राज्यों में तो यह 40-50% है, मंत्रालय ने इन्हें जल्द भरने का निर्देश दिया है।: [1142, 312, 1532, 425]
amrapali-caption: अनिलशर्मा: [1346, 776, 1385, 791]
nupur-caption: नूपुरशर्मा: [895, 1253, 929, 1267]
noida-byline: एजेंसी ▪ जिनेवा: [343, 1557, 402, 1568]
sc1-body: नई दिल्ली। सुप्रीम कोर्ट ने गुरुवार को कहा कि वह भाजपा नेता सुब्रमण्यम स्वामी की उस याचिका पर फरवरी में सुनवाई करेगी, जिसमें राम सेतु को राष्ट्रीय धरोहर घोषित करने की मांग की गई है। कोर्ट ने कहा कि वह इस मामले पर फरवरी के दूसरे हफ्ते में सुनवाई करेगी। भाजपा नेता स्वामी ने कहा कि सॉलिसिटर जनरल ने केंद्र सरकार से जवाब देने की प्रतिबद्धता जताई है और कैबिनेट सचिव को इस पर जल्द निर्णय लेना चाहिए।: [734, 1995, 926, 2095]
